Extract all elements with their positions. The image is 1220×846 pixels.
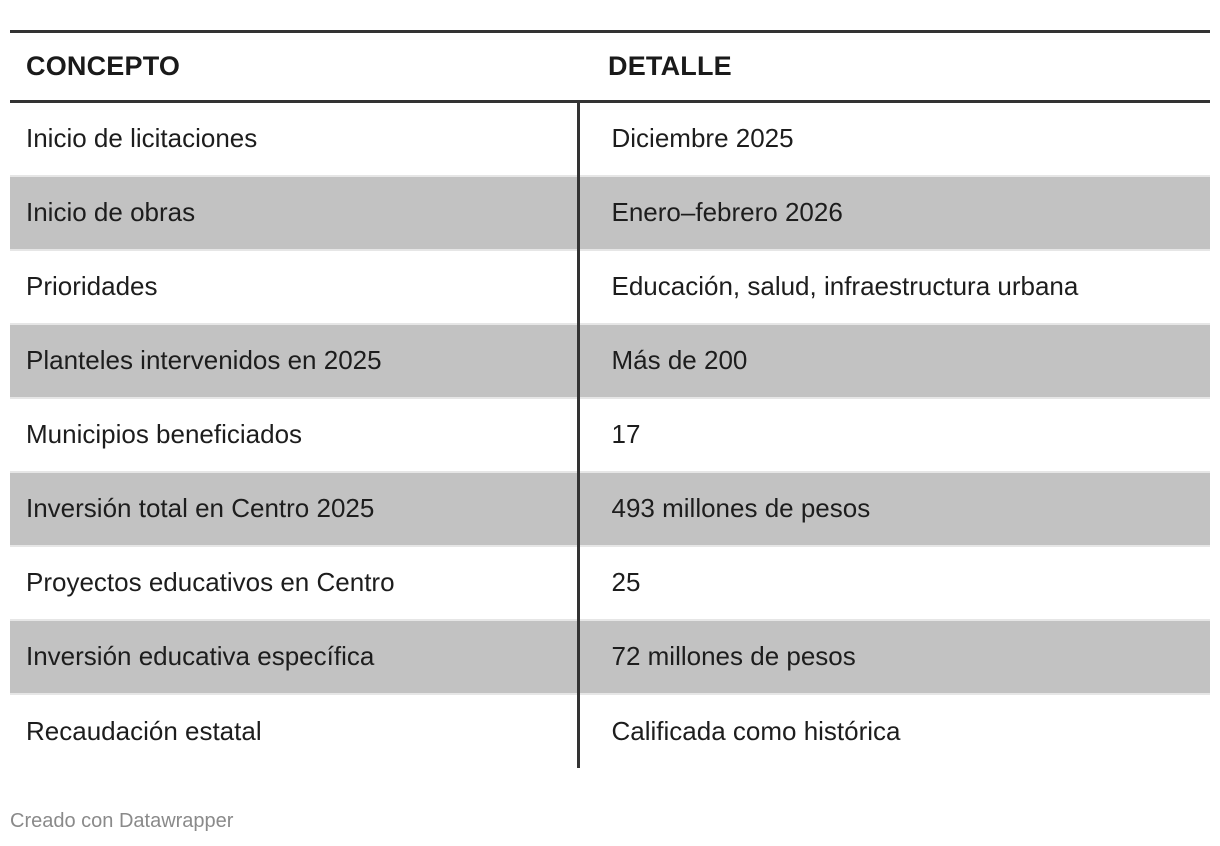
header-row	[10, 32, 1210, 102]
cell-detalle: Calificada como histórica	[578, 694, 1210, 768]
column-header-concepto: CONCEPTO	[10, 32, 578, 102]
table-row	[10, 324, 1210, 398]
cell-detalle: 17	[578, 398, 1210, 472]
cell-concepto: Planteles intervenidos en 2025	[10, 324, 578, 398]
data-table	[10, 30, 1210, 768]
table-row	[10, 176, 1210, 250]
cell-detalle: 72 millones de pesos	[578, 620, 1210, 694]
cell-detalle: 493 millones de pesos	[578, 472, 1210, 546]
table-row	[10, 250, 1210, 324]
table-body	[10, 102, 1210, 768]
cell-concepto: Inversión educativa específica	[10, 620, 578, 694]
cell-detalle: Más de 200	[578, 324, 1210, 398]
cell-detalle: Educación, salud, infraestructura urbana	[578, 250, 1210, 324]
cell-detalle: Diciembre 2025	[578, 102, 1210, 176]
data-table-container	[10, 30, 1210, 768]
table-row	[10, 546, 1210, 620]
cell-concepto: Inversión total en Centro 2025	[10, 472, 578, 546]
table-row	[10, 620, 1210, 694]
cell-concepto: Municipios beneficiados	[10, 398, 578, 472]
cell-concepto: Prioridades	[10, 250, 578, 324]
cell-concepto: Inicio de licitaciones	[10, 102, 578, 176]
cell-concepto: Proyectos educativos en Centro	[10, 546, 578, 620]
table-header	[10, 32, 1210, 102]
cell-concepto: Inicio de obras	[10, 176, 578, 250]
cell-concepto: Recaudación estatal	[26, 715, 262, 746]
column-header-detalle: DETALLE	[578, 32, 1210, 102]
table-row	[10, 694, 1210, 768]
cell-detalle: 25	[578, 546, 1210, 620]
table-row	[10, 398, 1210, 472]
datawrapper-credit[interactable]: Creado con Datawrapper	[10, 810, 234, 832]
table-row	[10, 102, 1210, 176]
table-row	[10, 472, 1210, 546]
cell-detalle: Enero–febrero 2026	[578, 176, 1210, 250]
